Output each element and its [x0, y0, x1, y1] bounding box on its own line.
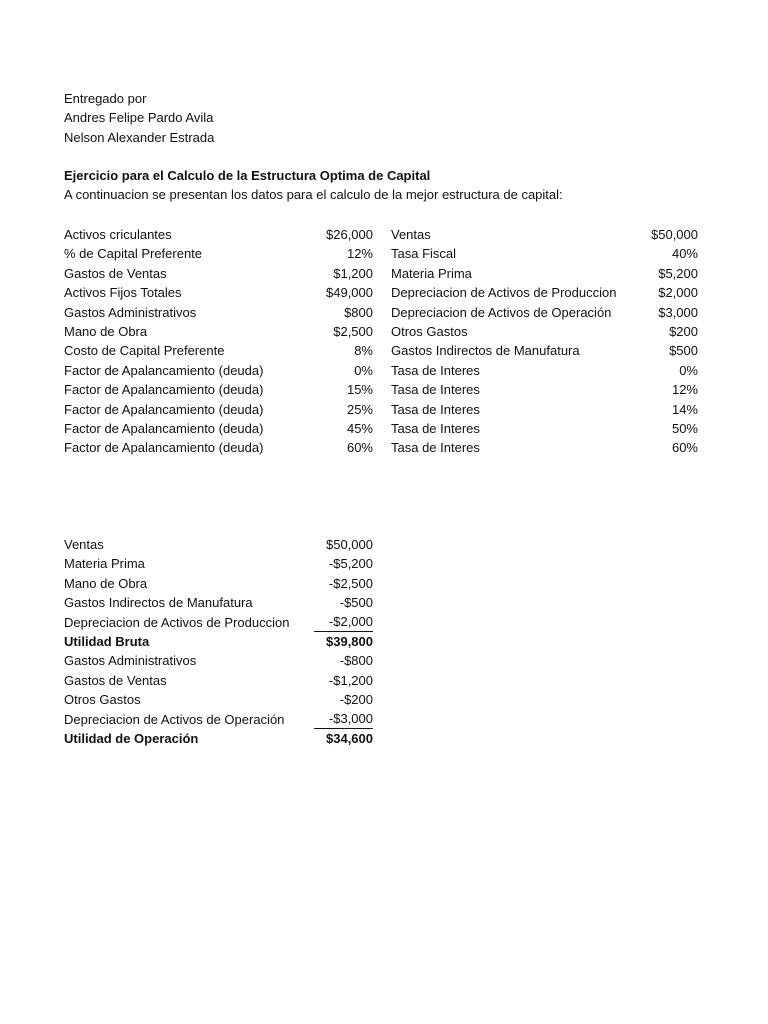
- data-value: $500: [669, 343, 698, 359]
- data-label: Depreciacion de Activos de Produccion: [391, 285, 617, 301]
- data-value: 25%: [346, 401, 373, 417]
- data-value: 12%: [671, 382, 698, 398]
- income-value: -$800: [339, 653, 373, 669]
- data-value: 15%: [346, 382, 373, 398]
- data-value: 60%: [346, 440, 373, 456]
- data-value: 0%: [679, 362, 698, 378]
- data-value: 0%: [354, 362, 373, 378]
- income-value: -$200: [339, 692, 373, 708]
- income-label: Ventas: [64, 537, 104, 552]
- data-label: Materia Prima: [391, 265, 472, 281]
- gross-profit-value: $39,800: [326, 633, 373, 649]
- data-label: Tasa de Interes: [391, 420, 480, 436]
- income-label: Materia Prima: [64, 556, 145, 572]
- data-label: Activos Fijos Totales: [64, 285, 182, 301]
- data-label: Gastos Administrativos: [64, 304, 197, 320]
- data-value: 40%: [671, 246, 698, 262]
- data-value: 60%: [671, 440, 698, 456]
- data-value: $49,000: [326, 285, 373, 301]
- data-label: Tasa de Interes: [391, 440, 480, 456]
- data-label: Gastos Indirectos de Manufatura: [391, 343, 580, 359]
- data-value: $200: [669, 323, 698, 339]
- data-value: $26,000: [326, 227, 373, 242]
- data-label: Mano de Obra: [64, 323, 148, 339]
- income-value: -$5,200: [328, 556, 373, 572]
- exercise-intro: A continuacion se presentan los datos para el calculo de la mejor estructura de capital:: [64, 187, 563, 203]
- data-label: Factor de Apalancamiento (deuda): [64, 382, 264, 398]
- author-name: Andres Felipe Pardo Avila: [64, 110, 214, 126]
- income-value: $50,000: [326, 537, 373, 552]
- data-label: Tasa Fiscal: [391, 246, 457, 262]
- data-label: Tasa de Interes: [391, 401, 480, 417]
- data-value: 8%: [354, 343, 373, 359]
- data-label: Depreciacion de Activos de Operación: [391, 304, 612, 320]
- data-label: Tasa de Interes: [391, 382, 480, 398]
- data-value: $5,200: [658, 265, 698, 281]
- data-value: 12%: [346, 246, 373, 262]
- data-value: $3,000: [658, 304, 698, 320]
- data-label: Tasa de Interes: [391, 362, 480, 378]
- gross-profit-label: Utilidad Bruta: [64, 633, 150, 649]
- income-label: Gastos Indirectos de Manufatura: [64, 595, 253, 611]
- income-value: -$2,000: [314, 613, 373, 632]
- data-label: Activos criculantes: [64, 227, 172, 242]
- header-block: [64, 89, 214, 147]
- data-value: $2,500: [333, 323, 373, 339]
- income-label: Gastos de Ventas: [64, 672, 167, 688]
- data-value: 45%: [346, 420, 373, 436]
- data-value: 50%: [671, 420, 698, 436]
- data-label: Factor de Apalancamiento (deuda): [64, 362, 264, 378]
- income-value: -$3,000: [314, 710, 373, 729]
- data-label: Factor de Apalancamiento (deuda): [64, 401, 264, 417]
- income-label: Depreciacion de Activos de Operación: [64, 711, 285, 727]
- data-value: $2,000: [658, 285, 698, 301]
- operating-profit-value: $34,600: [326, 730, 373, 746]
- income-value: -$500: [339, 595, 373, 611]
- data-value: 14%: [671, 401, 698, 417]
- data-label: Ventas: [391, 227, 431, 242]
- data-label: Factor de Apalancamiento (deuda): [64, 440, 264, 456]
- data-label: Otros Gastos: [391, 323, 468, 339]
- data-label: Gastos de Ventas: [64, 265, 167, 281]
- exercise-title: Ejercicio para el Calculo de la Estructura Optima de Capital: [64, 168, 431, 183]
- exercise-block: [64, 166, 563, 205]
- income-label: Depreciacion de Activos de Produccion: [64, 614, 290, 630]
- income-label: Otros Gastos: [64, 692, 141, 708]
- data-value: $50,000: [651, 227, 698, 242]
- data-value: $1,200: [333, 265, 373, 281]
- income-label: Gastos Administrativos: [64, 653, 197, 669]
- data-label: % de Capital Preferente: [64, 246, 203, 262]
- income-label: Mano de Obra: [64, 575, 148, 591]
- income-value: -$1,200: [328, 672, 373, 688]
- operating-profit-label: Utilidad de Operación: [64, 730, 199, 746]
- income-value: -$2,500: [328, 575, 373, 591]
- delivered-by-label: Entregado por: [64, 91, 147, 106]
- data-label: Costo de Capital Preferente: [64, 343, 225, 359]
- data-label: Factor de Apalancamiento (deuda): [64, 420, 264, 436]
- data-value: $800: [344, 304, 373, 320]
- author-name: Nelson Alexander Estrada: [64, 129, 215, 145]
